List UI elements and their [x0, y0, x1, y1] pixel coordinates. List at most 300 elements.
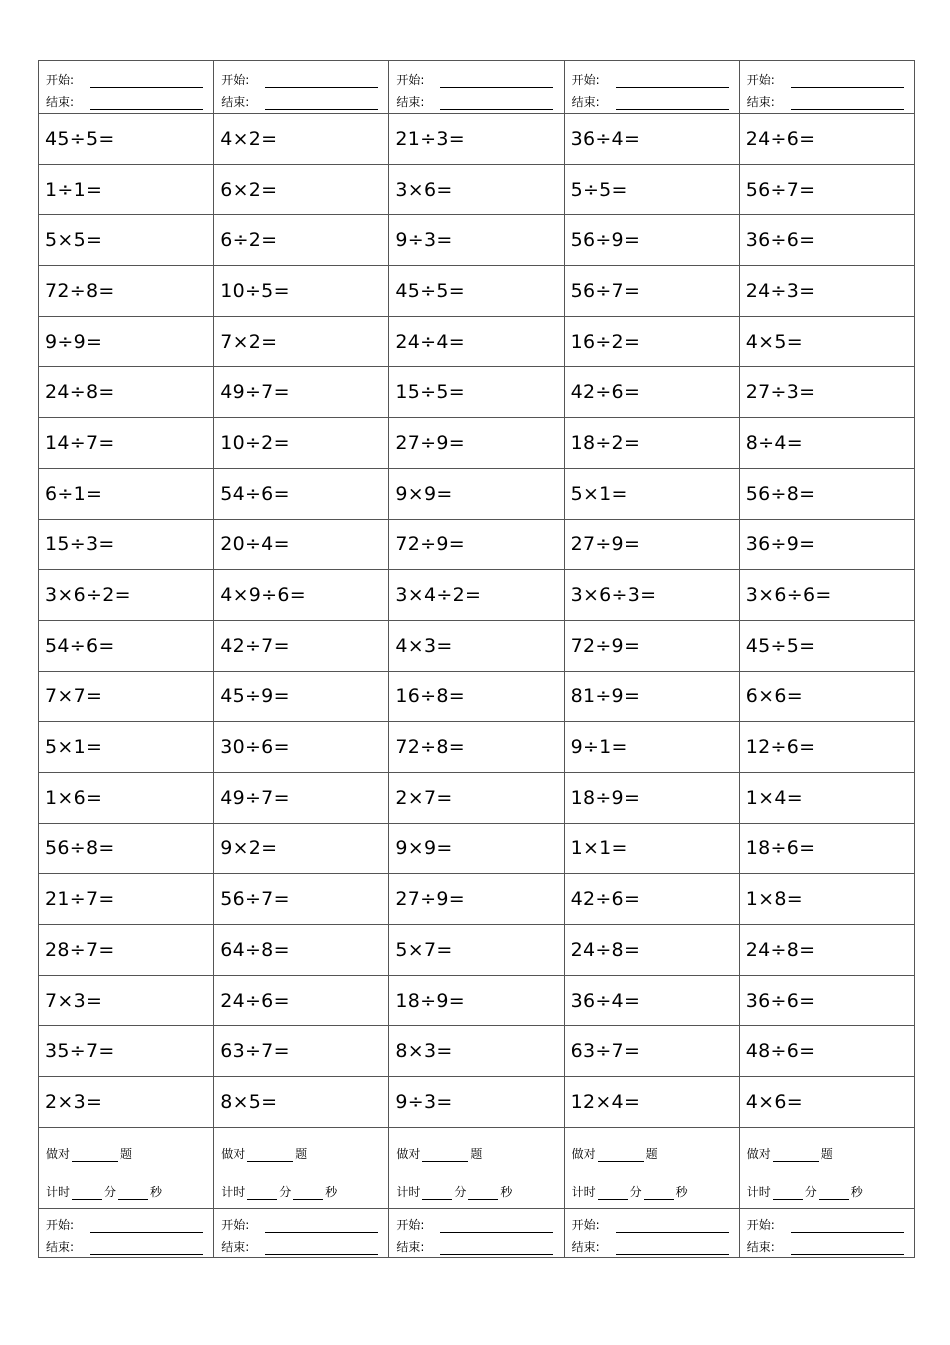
problem-cell[interactable]	[739, 823, 914, 874]
problem-text: 72÷8=	[395, 736, 465, 759]
problem-text: 1×4=	[745, 786, 803, 809]
problem-cell[interactable]	[389, 1077, 564, 1128]
minutes-label: 分	[629, 1184, 642, 1199]
correct-prefix: 做对	[571, 1146, 596, 1161]
problem-text: 49÷7=	[220, 381, 290, 404]
problem-cell[interactable]	[389, 1026, 564, 1077]
time-prefix: 计时	[746, 1184, 771, 1199]
problem-text: 2×7=	[395, 786, 453, 809]
problem-cell[interactable]	[739, 266, 914, 317]
problem-cell[interactable]	[39, 823, 214, 874]
problem-row	[39, 316, 915, 367]
minutes-label: 分	[454, 1184, 467, 1199]
problem-cell[interactable]	[739, 772, 914, 823]
seconds-blank[interactable]	[644, 1187, 674, 1200]
start-blank[interactable]	[90, 73, 203, 88]
problem-cell[interactable]	[564, 215, 739, 266]
problem-text: 15÷3=	[45, 533, 115, 556]
problem-text: 56÷9=	[570, 229, 641, 252]
problem-cell[interactable]	[739, 1026, 914, 1077]
end-label: 结束:	[746, 94, 775, 109]
problem-cell[interactable]	[214, 823, 389, 874]
problem-cell[interactable]	[39, 1077, 214, 1128]
problem-cell[interactable]	[214, 468, 389, 519]
problem-cell[interactable]	[389, 570, 564, 621]
problem-cell[interactable]	[389, 114, 564, 165]
correct-blank[interactable]	[247, 1149, 293, 1162]
problem-row	[39, 722, 915, 773]
correct-prefix: 做对	[746, 1146, 771, 1161]
time-prefix: 计时	[396, 1184, 421, 1199]
problem-cell[interactable]	[214, 114, 389, 165]
problem-cell[interactable]	[39, 874, 214, 925]
problem-cell[interactable]	[214, 925, 389, 976]
problem-text: 5×1=	[45, 736, 103, 759]
end-line	[565, 88, 739, 110]
problem-cell[interactable]	[389, 823, 564, 874]
start-end-cell	[214, 1208, 389, 1257]
seconds-label: 秒	[675, 1184, 688, 1199]
minutes-label: 分	[804, 1184, 817, 1199]
problem-text: 24÷4=	[395, 330, 465, 353]
problem-cell[interactable]	[739, 418, 914, 469]
problem-cell[interactable]	[214, 722, 389, 773]
problem-cell[interactable]	[564, 772, 739, 823]
problem-cell[interactable]	[739, 925, 914, 976]
minutes-label: 分	[279, 1184, 292, 1199]
problem-cell[interactable]	[214, 316, 389, 367]
minutes-blank[interactable]	[422, 1187, 452, 1200]
problem-text: 48÷6=	[745, 1040, 816, 1063]
minutes-blank[interactable]	[247, 1187, 277, 1200]
problem-text: 1÷1=	[45, 178, 103, 201]
problem-cell[interactable]	[739, 316, 914, 367]
problem-text: 16÷2=	[570, 330, 641, 353]
score-cell	[389, 1127, 564, 1208]
start-blank[interactable]	[616, 73, 729, 88]
problem-text: 27÷9=	[395, 431, 465, 454]
time-line	[740, 1178, 914, 1200]
problem-cell[interactable]	[389, 519, 564, 570]
problem-cell[interactable]	[39, 215, 214, 266]
problem-cell[interactable]	[214, 975, 389, 1026]
problem-cell[interactable]	[389, 215, 564, 266]
end-blank[interactable]	[616, 1240, 729, 1255]
problem-cell[interactable]	[389, 722, 564, 773]
problem-cell[interactable]	[564, 468, 739, 519]
problem-cell[interactable]	[389, 164, 564, 215]
problem-cell[interactable]	[39, 620, 214, 671]
problem-cell[interactable]	[39, 367, 214, 418]
problem-cell[interactable]	[389, 772, 564, 823]
problem-text: 1×8=	[745, 888, 803, 911]
header-row-top	[39, 61, 915, 114]
start-blank[interactable]	[265, 1218, 378, 1233]
problem-cell[interactable]	[39, 925, 214, 976]
start-line	[565, 1211, 739, 1233]
problem-cell[interactable]	[564, 975, 739, 1026]
problem-cell[interactable]	[39, 468, 214, 519]
start-end-cell	[39, 1208, 214, 1257]
problem-cell[interactable]	[564, 874, 739, 925]
start-line	[39, 66, 213, 88]
problem-cell[interactable]	[214, 266, 389, 317]
start-blank[interactable]	[440, 1218, 553, 1233]
problem-text: 45÷5=	[745, 634, 816, 657]
problem-cell[interactable]	[214, 570, 389, 621]
problem-cell[interactable]	[739, 620, 914, 671]
problem-cell[interactable]	[739, 114, 914, 165]
start-label: 开始:	[746, 72, 775, 87]
problem-text: 5×1=	[570, 482, 628, 505]
end-label: 结束:	[571, 1240, 600, 1255]
problem-text: 8×5=	[220, 1090, 278, 1113]
correct-prefix: 做对	[396, 1146, 421, 1161]
problem-text: 21÷3=	[395, 127, 465, 150]
problem-text: 21÷7=	[45, 888, 115, 911]
problem-text: 4×3=	[395, 634, 453, 657]
problem-cell[interactable]	[389, 316, 564, 367]
end-label: 结束:	[396, 94, 425, 109]
end-label: 结束:	[221, 1240, 250, 1255]
problem-cell[interactable]	[739, 1077, 914, 1128]
problem-row	[39, 519, 915, 570]
problem-cell[interactable]	[39, 316, 214, 367]
problem-text: 3×4÷2=	[395, 584, 482, 607]
problem-text: 36÷9=	[745, 533, 816, 556]
problem-cell[interactable]	[739, 570, 914, 621]
problem-cell[interactable]	[389, 367, 564, 418]
problem-cell[interactable]	[214, 1077, 389, 1128]
end-blank[interactable]	[265, 1240, 378, 1255]
problem-text: 18÷2=	[570, 431, 641, 454]
problem-row	[39, 671, 915, 722]
problem-cell[interactable]	[39, 519, 214, 570]
start-blank[interactable]	[440, 73, 553, 88]
end-label: 结束:	[46, 94, 75, 109]
problem-text: 45÷5=	[395, 279, 465, 302]
correct-blank[interactable]	[773, 1149, 819, 1162]
problem-row	[39, 266, 915, 317]
minutes-blank[interactable]	[773, 1187, 803, 1200]
score-row	[39, 1127, 915, 1208]
start-label: 开始:	[571, 72, 600, 87]
problem-cell[interactable]	[564, 164, 739, 215]
time-prefix: 计时	[46, 1184, 71, 1199]
problem-cell[interactable]	[39, 772, 214, 823]
correct-suffix: 题	[295, 1146, 308, 1161]
problem-cell[interactable]	[39, 722, 214, 773]
problem-row	[39, 570, 915, 621]
problem-text: 12×4=	[570, 1090, 641, 1113]
problem-cell[interactable]	[39, 975, 214, 1026]
problem-text: 36÷4=	[570, 989, 641, 1012]
problem-cell[interactable]	[214, 164, 389, 215]
problem-text: 24÷8=	[570, 938, 641, 961]
problem-text: 56÷7=	[570, 279, 641, 302]
problem-cell[interactable]	[214, 215, 389, 266]
end-label: 结束:	[746, 1240, 775, 1255]
correct-line	[214, 1140, 388, 1162]
problem-text: 6×2=	[220, 178, 278, 201]
problem-text: 14÷7=	[45, 431, 115, 454]
start-label: 开始:	[746, 1218, 775, 1233]
problem-cell[interactable]	[739, 874, 914, 925]
problem-cell[interactable]	[564, 519, 739, 570]
end-blank[interactable]	[90, 1240, 203, 1255]
end-line	[214, 1233, 388, 1255]
problem-text: 7×3=	[45, 989, 103, 1012]
correct-line	[740, 1140, 914, 1162]
minutes-blank[interactable]	[598, 1187, 628, 1200]
problem-cell[interactable]	[564, 1077, 739, 1128]
problem-text: 7×7=	[45, 685, 103, 708]
problem-cell[interactable]	[389, 468, 564, 519]
correct-suffix: 题	[820, 1146, 833, 1161]
end-line	[740, 1233, 914, 1255]
problem-cell[interactable]	[39, 570, 214, 621]
start-line	[740, 66, 914, 88]
problem-text: 36÷6=	[745, 989, 816, 1012]
problem-row	[39, 1077, 915, 1128]
problem-text: 8×3=	[395, 1040, 453, 1063]
problem-cell[interactable]	[214, 519, 389, 570]
problem-text: 64÷8=	[220, 938, 290, 961]
problem-cell[interactable]	[389, 975, 564, 1026]
problem-cell[interactable]	[739, 671, 914, 722]
seconds-blank[interactable]	[118, 1187, 148, 1200]
start-line	[389, 66, 563, 88]
problem-text: 24÷3=	[745, 279, 816, 302]
problem-cell[interactable]	[214, 874, 389, 925]
problem-text: 56÷8=	[45, 837, 115, 860]
problem-cell[interactable]	[39, 114, 214, 165]
problem-cell[interactable]	[739, 468, 914, 519]
problem-text: 5÷5=	[570, 178, 628, 201]
problem-cell[interactable]	[564, 671, 739, 722]
problem-text: 54÷6=	[45, 634, 115, 657]
problem-text: 63÷7=	[220, 1040, 290, 1063]
end-line	[389, 1233, 563, 1255]
start-label: 开始:	[396, 1218, 425, 1233]
start-blank[interactable]	[791, 1218, 904, 1233]
problem-cell[interactable]	[739, 215, 914, 266]
problem-text: 4×2=	[220, 127, 278, 150]
problem-cell[interactable]	[564, 620, 739, 671]
correct-line	[39, 1140, 213, 1162]
problem-cell[interactable]	[389, 620, 564, 671]
start-blank[interactable]	[90, 1218, 203, 1233]
correct-prefix: 做对	[221, 1146, 246, 1161]
problem-cell[interactable]	[564, 1026, 739, 1077]
problem-cell[interactable]	[739, 164, 914, 215]
correct-blank[interactable]	[422, 1149, 468, 1162]
problem-cell[interactable]	[214, 620, 389, 671]
problem-cell[interactable]	[214, 772, 389, 823]
end-blank[interactable]	[440, 95, 553, 110]
problem-cell[interactable]	[214, 367, 389, 418]
problem-text: 63÷7=	[570, 1040, 641, 1063]
start-label: 开始:	[396, 72, 425, 87]
problem-text: 9×9=	[395, 837, 453, 860]
problem-cell[interactable]	[39, 1026, 214, 1077]
problem-row	[39, 367, 915, 418]
problem-cell[interactable]	[39, 164, 214, 215]
score-cell	[39, 1127, 214, 1208]
problem-row	[39, 772, 915, 823]
problem-row	[39, 823, 915, 874]
problem-cell[interactable]	[739, 367, 914, 418]
end-label: 结束:	[221, 94, 250, 109]
problem-text: 27÷9=	[570, 533, 641, 556]
problem-cell[interactable]	[39, 671, 214, 722]
problem-cell[interactable]	[389, 418, 564, 469]
seconds-label: 秒	[325, 1184, 338, 1199]
problem-text: 18÷6=	[745, 837, 816, 860]
problem-cell[interactable]	[564, 722, 739, 773]
problem-text: 24÷8=	[745, 938, 816, 961]
problem-text: 18÷9=	[570, 786, 641, 809]
seconds-blank[interactable]	[819, 1187, 849, 1200]
problem-cell[interactable]	[214, 671, 389, 722]
problem-cell[interactable]	[39, 418, 214, 469]
start-line	[389, 1211, 563, 1233]
end-blank[interactable]	[791, 1240, 904, 1255]
seconds-label: 秒	[150, 1184, 163, 1199]
problem-text: 2×3=	[45, 1090, 103, 1113]
problem-row	[39, 114, 915, 165]
problem-text: 36÷4=	[570, 127, 641, 150]
start-line	[214, 66, 388, 88]
problem-cell[interactable]	[564, 925, 739, 976]
problem-row	[39, 164, 915, 215]
start-label: 开始:	[46, 72, 75, 87]
problem-text: 15÷5=	[395, 381, 465, 404]
problem-cell[interactable]	[739, 975, 914, 1026]
problem-cell[interactable]	[739, 519, 914, 570]
seconds-blank[interactable]	[293, 1187, 323, 1200]
end-blank[interactable]	[90, 95, 203, 110]
problem-cell[interactable]	[389, 925, 564, 976]
problem-text: 54÷6=	[220, 482, 290, 505]
end-line	[214, 88, 388, 110]
problem-text: 56÷7=	[220, 888, 290, 911]
seconds-label: 秒	[500, 1184, 513, 1199]
problem-text: 9÷3=	[395, 1090, 453, 1113]
problem-text: 10÷5=	[220, 279, 290, 302]
problem-text: 56÷7=	[745, 178, 816, 201]
problem-text: 3×6÷3=	[570, 584, 657, 607]
problem-text: 3×6÷2=	[45, 584, 131, 607]
problem-text: 6÷2=	[220, 229, 278, 252]
header-row-bottom	[39, 1208, 915, 1257]
correct-prefix: 做对	[46, 1146, 71, 1161]
correct-blank[interactable]	[72, 1149, 118, 1162]
end-line	[39, 88, 213, 110]
seconds-label: 秒	[850, 1184, 863, 1199]
start-end-cell	[739, 1208, 914, 1257]
problem-text: 9÷9=	[45, 330, 103, 353]
problem-text: 3×6=	[395, 178, 453, 201]
problem-text: 30÷6=	[220, 736, 290, 759]
problem-cell[interactable]	[564, 823, 739, 874]
problem-text: 45÷9=	[220, 685, 290, 708]
problem-cell[interactable]	[564, 316, 739, 367]
time-line	[565, 1178, 739, 1200]
start-end-cell	[739, 61, 914, 114]
minutes-blank[interactable]	[72, 1187, 102, 1200]
correct-line	[565, 1140, 739, 1162]
problem-text: 27÷3=	[745, 381, 816, 404]
correct-suffix: 题	[120, 1146, 133, 1161]
end-blank[interactable]	[791, 95, 904, 110]
start-blank[interactable]	[265, 73, 378, 88]
start-end-cell	[214, 61, 389, 114]
start-label: 开始:	[221, 72, 250, 87]
start-line	[565, 66, 739, 88]
end-blank[interactable]	[440, 1240, 553, 1255]
problem-text: 42÷6=	[570, 888, 641, 911]
problem-text: 28÷7=	[45, 938, 115, 961]
problem-text: 18÷9=	[395, 989, 465, 1012]
end-label: 结束:	[571, 94, 600, 109]
problem-text: 24÷8=	[45, 381, 115, 404]
problem-row	[39, 215, 915, 266]
problem-cell[interactable]	[564, 367, 739, 418]
problem-text: 10÷2=	[220, 431, 290, 454]
problem-cell[interactable]	[564, 266, 739, 317]
end-blank[interactable]	[265, 95, 378, 110]
end-line	[39, 1233, 213, 1255]
problem-row	[39, 925, 915, 976]
problem-cell[interactable]	[214, 418, 389, 469]
start-end-cell	[389, 61, 564, 114]
problem-text: 8÷4=	[745, 431, 803, 454]
problem-cell[interactable]	[389, 266, 564, 317]
problem-cell[interactable]	[564, 418, 739, 469]
problem-text: 4×6=	[745, 1090, 803, 1113]
problem-row	[39, 418, 915, 469]
problem-text: 56÷8=	[745, 482, 816, 505]
correct-line	[389, 1140, 563, 1162]
problem-cell[interactable]	[389, 874, 564, 925]
problem-text: 4×9÷6=	[220, 584, 307, 607]
problem-row	[39, 975, 915, 1026]
seconds-blank[interactable]	[468, 1187, 498, 1200]
problem-text: 1×1=	[570, 837, 628, 860]
problem-text: 49÷7=	[220, 786, 290, 809]
problem-cell[interactable]	[39, 266, 214, 317]
time-prefix: 计时	[571, 1184, 596, 1199]
start-label: 开始:	[46, 1218, 75, 1233]
problem-cell[interactable]	[389, 671, 564, 722]
problem-text: 42÷7=	[220, 634, 290, 657]
problem-text: 5×7=	[395, 938, 453, 961]
problem-cell[interactable]	[564, 114, 739, 165]
correct-blank[interactable]	[598, 1149, 644, 1162]
start-blank[interactable]	[616, 1218, 729, 1233]
problem-text: 5×5=	[45, 229, 103, 252]
end-blank[interactable]	[616, 95, 729, 110]
problem-cell[interactable]	[739, 722, 914, 773]
problem-cell[interactable]	[564, 570, 739, 621]
start-blank[interactable]	[791, 73, 904, 88]
problem-text: 16÷8=	[395, 685, 465, 708]
problem-cell[interactable]	[214, 1026, 389, 1077]
problem-text: 81÷9=	[570, 685, 641, 708]
score-cell	[214, 1127, 389, 1208]
problem-text: 72÷9=	[395, 533, 465, 556]
